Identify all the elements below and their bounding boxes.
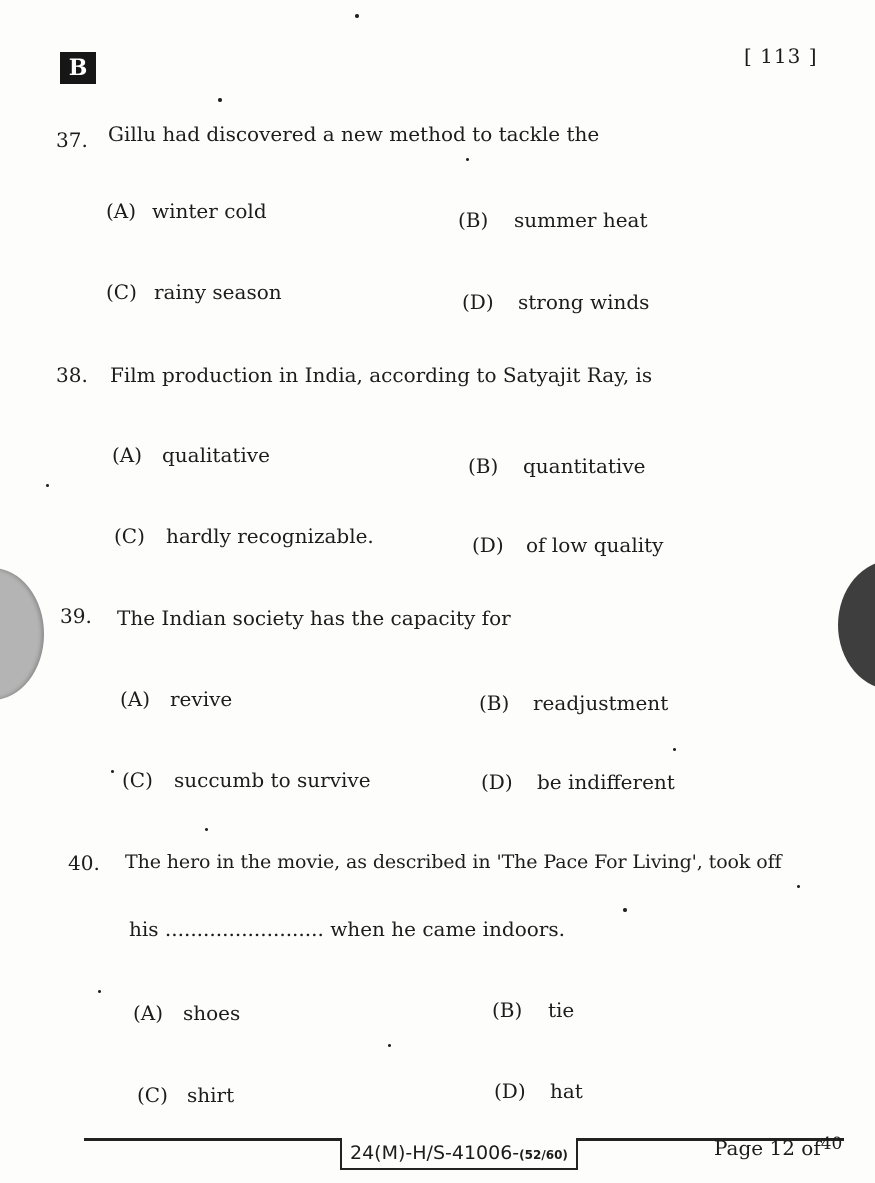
scan-speck bbox=[218, 98, 222, 102]
option-label: (D) bbox=[481, 770, 513, 794]
page-number-text: Page 12 of bbox=[714, 1136, 821, 1160]
question-number: 37. bbox=[56, 128, 88, 152]
scan-speck bbox=[355, 14, 359, 18]
option-text: hat bbox=[550, 1079, 583, 1103]
question-text: The Indian society has the capacity for bbox=[117, 606, 511, 630]
option-text: strong winds bbox=[518, 290, 650, 314]
scan-speck bbox=[466, 158, 469, 161]
option-text: qualitative bbox=[162, 443, 270, 467]
punch-hole-left bbox=[0, 568, 44, 700]
option-label: (D) bbox=[472, 533, 504, 557]
question-number: 40. bbox=[68, 851, 100, 875]
option-b bbox=[458, 208, 648, 232]
option-c bbox=[114, 524, 374, 548]
scan-speck bbox=[673, 748, 676, 751]
option-label: (D) bbox=[462, 290, 494, 314]
option-text: be indifferent bbox=[537, 770, 675, 794]
scan-speck bbox=[388, 1044, 391, 1047]
set-badge: B bbox=[60, 52, 96, 84]
punch-hole-right bbox=[838, 560, 875, 690]
option-a bbox=[112, 443, 270, 467]
scan-speck bbox=[623, 908, 627, 912]
page-number bbox=[714, 1136, 842, 1160]
option-b bbox=[479, 691, 668, 715]
option-label: (D) bbox=[494, 1079, 526, 1103]
option-text: tie bbox=[548, 998, 575, 1022]
question-number: 39. bbox=[60, 604, 92, 628]
option-a bbox=[106, 199, 267, 223]
scan-speck bbox=[46, 484, 49, 487]
option-c bbox=[106, 280, 282, 304]
option-label: (A) bbox=[133, 1001, 164, 1025]
option-text: shirt bbox=[187, 1083, 235, 1107]
option-text: shoes bbox=[183, 1001, 241, 1025]
paper-code-main: 24(M)-H/S-41006- bbox=[350, 1142, 520, 1164]
option-text: revive bbox=[170, 687, 233, 711]
scan-speck bbox=[797, 885, 800, 888]
page-total: 40 bbox=[820, 1134, 843, 1154]
scan-speck bbox=[205, 828, 208, 831]
option-text: hardly recognizable. bbox=[166, 524, 374, 548]
paper-code-suffix: (52/60) bbox=[519, 1148, 568, 1162]
option-text: rainy season bbox=[154, 280, 282, 304]
option-label: (A) bbox=[112, 443, 143, 467]
scan-speck bbox=[98, 990, 101, 993]
option-d bbox=[481, 770, 675, 794]
question-text: Film production in India, according to Satyajit Ray, is bbox=[110, 363, 653, 387]
question-number: 38. bbox=[56, 363, 88, 387]
question-text: Gillu had discovered a new method to tackle the bbox=[108, 122, 600, 146]
option-label: (C) bbox=[122, 768, 153, 792]
option-b bbox=[492, 998, 574, 1022]
option-d bbox=[462, 290, 649, 314]
option-label: (C) bbox=[114, 524, 145, 548]
paper-code bbox=[340, 1138, 578, 1170]
question-text-continued: his ......................... when he came indoors. bbox=[129, 917, 565, 941]
option-text: quantitative bbox=[523, 454, 646, 478]
option-label: (C) bbox=[106, 280, 137, 304]
option-label: (C) bbox=[137, 1083, 168, 1107]
option-label: (B) bbox=[458, 208, 489, 232]
option-a bbox=[120, 687, 232, 711]
option-c bbox=[137, 1083, 234, 1107]
option-text: summer heat bbox=[514, 208, 648, 232]
option-b bbox=[468, 454, 645, 478]
option-text: succumb to survive bbox=[174, 768, 371, 792]
option-text: winter cold bbox=[152, 199, 267, 223]
option-label: (B) bbox=[468, 454, 499, 478]
option-text: readjustment bbox=[533, 691, 669, 715]
option-d bbox=[472, 533, 663, 557]
page-reference: [ 113 ] bbox=[744, 44, 818, 68]
question-text: The hero in the movie, as described in 'The Pace For Living', took off bbox=[125, 851, 782, 873]
option-c bbox=[122, 768, 371, 792]
option-label: (A) bbox=[106, 199, 137, 223]
option-label: (B) bbox=[479, 691, 510, 715]
scan-speck bbox=[111, 770, 114, 773]
option-text: of low quality bbox=[526, 533, 664, 557]
option-a bbox=[133, 1001, 240, 1025]
option-d bbox=[494, 1079, 583, 1103]
option-label: (A) bbox=[120, 687, 151, 711]
option-label: (B) bbox=[492, 998, 523, 1022]
